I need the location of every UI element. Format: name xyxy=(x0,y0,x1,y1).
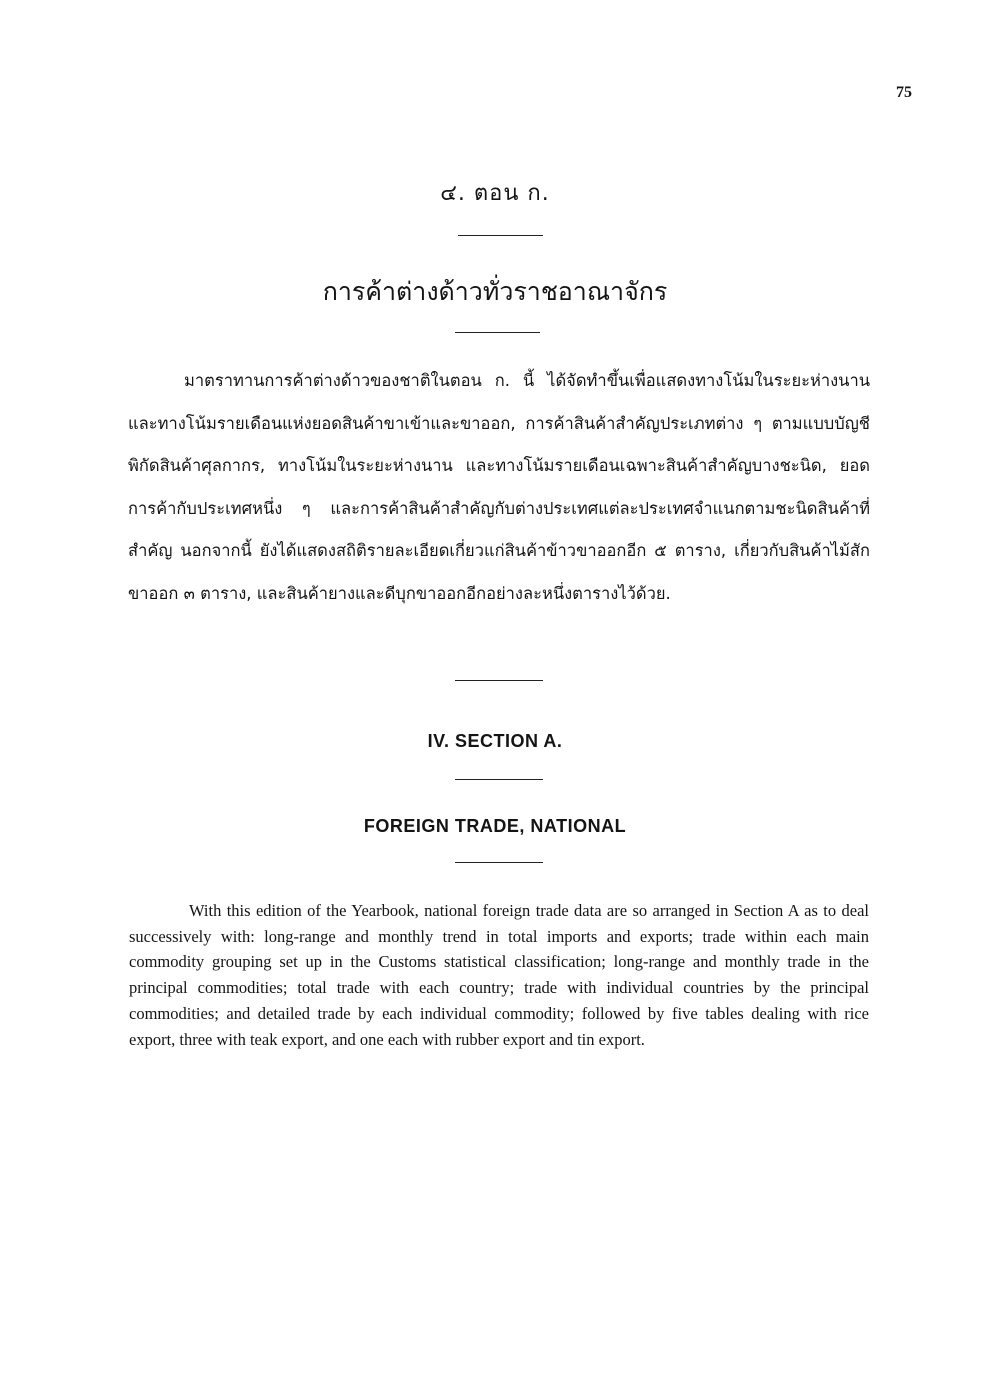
divider xyxy=(455,332,540,333)
english-paragraph: With this edition of the Yearbook, national foreign trade data are so arranged in Section A as to deal successively with: long-range and monthly trend in total imports and exports; trade within each main commodity grouping set up in the Customs statistical classification; long-range and monthly trade in the principal commodities; total trade with each country; trade with individual countries by the principal commodities; and detailed trade by each individual commodity; followed by five tables dealing with rice export, three with teak export, and one each with rubber export and tin export. xyxy=(129,901,869,1049)
divider xyxy=(458,235,543,236)
thai-section-heading: ๔. ตอน ก. xyxy=(440,181,550,206)
thai-paragraph-text: มาตราทานการค้าต่างด้าวของชาติในตอน ก. นี้ ได้จัดทำขึ้นเพื่อแสดงทางโน้มในระยะห่างนานและทางโน้มรายเดือนแห่งยอดสินค้าขาเข้าและขาออก, การค้าสินค้าสำคัญประเภทต่าง ๆ ตามแบบบัญชีพิกัดสินค้าศุลกากร, ทางโน้มในระยะห่างนาน และทางโน้มรายเดือนเฉพาะสินค้าสำคัญบางชะนิด, ยอดการค้ากับประเทศหนึ่ง ๆ และการค้าสินค้าสำคัญกับต่างประเทศแต่ละประเทศจำแนกตามชะนิดสินค้าที่สำคัญ นอกจากนี้ ยังได้แสดงสถิติรายละเอียดเกี่ยวแก่สินค้าข้าวขาออกอีก ๕ ตาราง, เกี่ยวกับสินค้าไม้สักขาออก ๓ ตาราง, และสินค้ายางและดีบุกขาออกอีกอย่างละหนึ่งตารางไว้ด้วย. xyxy=(128,371,870,603)
page-number: 75 xyxy=(896,84,912,101)
divider xyxy=(455,779,543,780)
thai-paragraph xyxy=(128,360,870,615)
divider xyxy=(455,680,543,681)
divider xyxy=(455,862,543,863)
english-section-heading: IV. SECTION A. xyxy=(427,731,563,751)
thai-title: การค้าต่างด้าวทั่วราชอาณาจักร xyxy=(322,277,668,306)
english-title: FOREIGN TRADE, NATIONAL xyxy=(363,816,627,836)
